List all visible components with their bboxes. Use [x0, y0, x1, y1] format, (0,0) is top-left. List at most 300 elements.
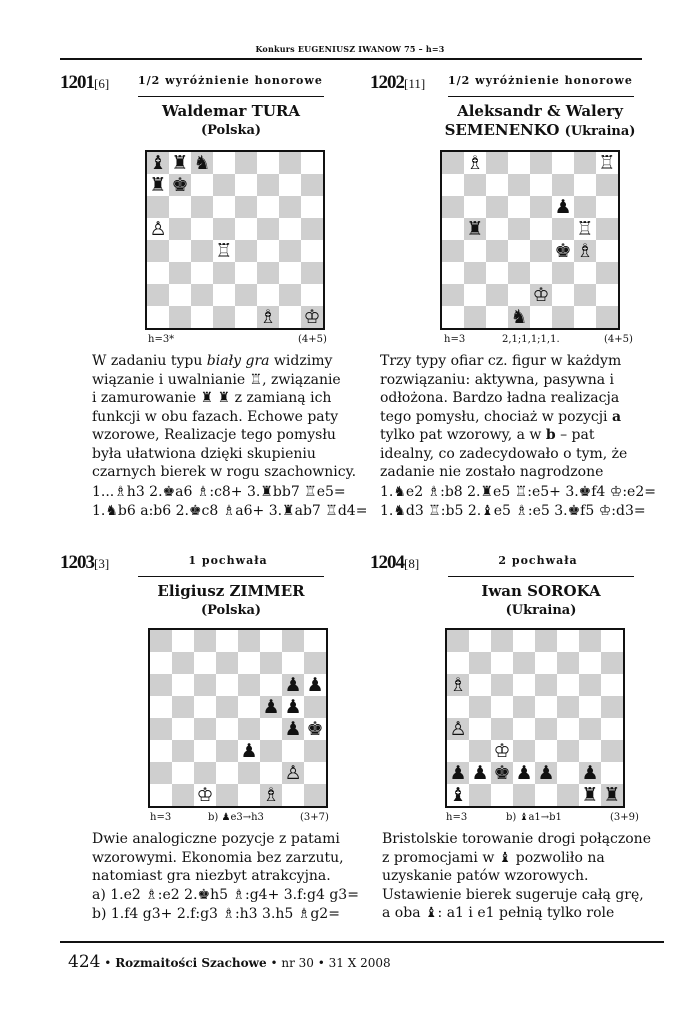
piece-g1: ♜	[581, 783, 599, 806]
square-h1	[304, 784, 326, 806]
square-h7	[301, 174, 323, 196]
square-d4	[213, 240, 235, 262]
piece-d1: ♞	[510, 305, 528, 328]
square-g6	[574, 196, 596, 218]
square-c8	[191, 152, 213, 174]
square-d2	[216, 762, 238, 784]
square-e3	[238, 740, 260, 762]
square-e7	[238, 652, 260, 674]
square-e4	[535, 718, 557, 740]
square-f7	[260, 652, 282, 674]
square-h8	[304, 630, 326, 652]
chessboard-1202	[440, 150, 620, 330]
separator: •	[104, 956, 112, 970]
page-number: 424	[68, 952, 101, 972]
square-e8	[530, 152, 552, 174]
square-c5	[191, 218, 213, 240]
square-h1	[301, 306, 323, 328]
twin-label: b) ♝a1→b1	[506, 812, 562, 823]
square-g7	[279, 174, 301, 196]
separator: •	[270, 956, 278, 970]
square-d5	[508, 218, 530, 240]
square-b6	[169, 196, 191, 218]
award-rule	[138, 576, 324, 577]
square-h6	[301, 196, 323, 218]
piece-h4: ♚	[306, 717, 324, 740]
square-c7	[194, 652, 216, 674]
text-line: Trzy typy ofiar cz. figur w każdym	[380, 353, 622, 369]
piece-a7: ♜	[149, 173, 167, 196]
piece-d2: ♟	[515, 761, 533, 784]
square-e7	[530, 174, 552, 196]
square-b3	[172, 740, 194, 762]
square-f1	[557, 784, 579, 806]
square-h4	[304, 718, 326, 740]
chessboard-1203	[148, 628, 328, 808]
square-c7	[191, 174, 213, 196]
square-d3	[213, 262, 235, 284]
square-e2	[238, 762, 260, 784]
square-h5	[301, 218, 323, 240]
award-label: 1 pochwała	[188, 554, 268, 567]
square-a4	[447, 718, 469, 740]
piece-e3: ♟	[240, 739, 258, 762]
twin-label: b) ♟e3→h3	[208, 812, 264, 823]
square-g2	[279, 284, 301, 306]
piece-g4: ♗	[576, 239, 594, 262]
square-d3	[216, 740, 238, 762]
square-c4	[194, 718, 216, 740]
piece-f5: ♟	[262, 695, 280, 718]
author: Eligiusz ZIMMER (Polska)	[157, 582, 305, 618]
square-d6	[508, 196, 530, 218]
square-g8	[579, 630, 601, 652]
square-f2	[257, 284, 279, 306]
square-f2	[552, 284, 574, 306]
square-c2	[191, 284, 213, 306]
square-g7	[579, 652, 601, 674]
square-e7	[535, 652, 557, 674]
square-d8	[508, 152, 530, 174]
comment-1203	[92, 830, 374, 886]
square-b5	[469, 696, 491, 718]
piece-d4: ♖	[215, 239, 233, 262]
piece-count: (3+7)	[300, 812, 329, 823]
square-b8	[469, 630, 491, 652]
square-g7	[282, 652, 304, 674]
square-h7	[304, 652, 326, 674]
square-e4	[238, 718, 260, 740]
square-e5	[535, 696, 557, 718]
text-line: wzorowe, Realizacje tego pomysłu	[92, 427, 336, 443]
square-e8	[235, 152, 257, 174]
square-c8	[486, 152, 508, 174]
square-e4	[235, 240, 257, 262]
square-e6	[530, 196, 552, 218]
square-d8	[513, 630, 535, 652]
square-f5	[552, 218, 574, 240]
piece-a6: ♗	[449, 673, 467, 696]
square-f1	[257, 306, 279, 328]
piece-a2: ♟	[449, 761, 467, 784]
square-h7	[601, 652, 623, 674]
piece-g6: ♟	[284, 673, 302, 696]
square-g8	[279, 152, 301, 174]
square-a3	[447, 740, 469, 762]
square-b8	[172, 630, 194, 652]
square-d3	[508, 262, 530, 284]
square-c8	[491, 630, 513, 652]
square-h7	[596, 174, 618, 196]
square-d4	[508, 240, 530, 262]
header-rule	[60, 58, 642, 60]
square-g1	[282, 784, 304, 806]
square-a5	[150, 696, 172, 718]
chessboard-1201	[145, 150, 325, 330]
square-c5	[194, 696, 216, 718]
square-c1	[194, 784, 216, 806]
text-line: natomiast gra niezbyt atrakcyjna.	[92, 868, 331, 884]
square-a4	[147, 240, 169, 262]
square-a8	[147, 152, 169, 174]
issue-number: nr 30	[281, 956, 314, 970]
piece-h1: ♜	[603, 783, 621, 806]
square-b6	[172, 674, 194, 696]
square-f4	[557, 718, 579, 740]
square-h6	[601, 674, 623, 696]
square-f6	[260, 674, 282, 696]
square-f7	[557, 652, 579, 674]
square-g5	[282, 696, 304, 718]
square-a6	[442, 196, 464, 218]
square-f1	[260, 784, 282, 806]
solution-line: 1...♗h3 2.♚a6 ♗:c8+ 3.♜bb7 ♖e5=	[92, 484, 346, 500]
square-b6	[469, 674, 491, 696]
square-h2	[304, 762, 326, 784]
square-f3	[552, 262, 574, 284]
square-e5	[238, 696, 260, 718]
solution-line: 1.♞d3 ♖:b5 2.♝e5 ♗:e5 3.♚f5 ♔:d3=	[380, 502, 646, 519]
square-e7	[235, 174, 257, 196]
square-b1	[469, 784, 491, 806]
stipulation: h=3	[150, 812, 172, 823]
piece-a4: ♙	[449, 717, 467, 740]
square-b3	[469, 740, 491, 762]
square-f7	[552, 174, 574, 196]
square-e4	[530, 240, 552, 262]
text-line: odłożona. Bardzo ładna realizacja	[380, 390, 620, 406]
piece-h1: ♔	[303, 305, 321, 328]
square-b8	[169, 152, 191, 174]
square-h4	[601, 718, 623, 740]
running-header: Konkurs EUGENIUSZ IWANOW 75 – h=3	[255, 44, 445, 54]
problem-number: 1204[8]	[370, 552, 420, 573]
author: Aleksandr & Walery SEMENENKO (Ukraina)	[444, 102, 636, 139]
square-h3	[596, 262, 618, 284]
square-b2	[169, 284, 191, 306]
square-e1	[235, 306, 257, 328]
text-line: rozwiązaniu: aktywna, pasywna i	[380, 371, 614, 388]
square-e6	[238, 674, 260, 696]
square-e5	[530, 218, 552, 240]
piece-c8: ♞	[193, 151, 211, 174]
text-line: i zamurowanie ♜ ♜ z zamianą ich	[92, 390, 332, 406]
issue-date: 31 X 2008	[328, 956, 391, 970]
square-f8	[257, 152, 279, 174]
square-f2	[260, 762, 282, 784]
square-c1	[491, 784, 513, 806]
stipulation: h=3	[446, 812, 468, 823]
chessboard-1204	[445, 628, 625, 808]
square-d8	[216, 630, 238, 652]
text-line: wiązanie i uwalnianie ♖, związanie	[92, 371, 341, 388]
text-line: tylko pat wzorowy, a w b – pat	[380, 427, 595, 443]
square-a7	[442, 174, 464, 196]
text-line: wzorowymi. Ekonomia bez zarzutu,	[92, 849, 344, 866]
square-e8	[238, 630, 260, 652]
text-line: zadanie nie zostało nagrodzone	[380, 464, 604, 480]
square-f5	[557, 696, 579, 718]
square-e5	[235, 218, 257, 240]
square-c1	[486, 306, 508, 328]
text-line: funkcji w obu fazach. Echowe paty	[92, 408, 339, 425]
square-f3	[260, 740, 282, 762]
award-rule	[138, 96, 324, 97]
square-f6	[257, 196, 279, 218]
square-d5	[213, 218, 235, 240]
square-d7	[508, 174, 530, 196]
square-b1	[169, 306, 191, 328]
solution-1201	[92, 483, 367, 520]
square-e2	[530, 284, 552, 306]
square-h8	[596, 152, 618, 174]
square-g1	[579, 784, 601, 806]
text-line: uzyskanie patów wzorowych.	[382, 868, 589, 884]
text-line: Dwie analogiczne pozycje z patami	[92, 831, 340, 847]
square-c3	[194, 740, 216, 762]
square-c2	[194, 762, 216, 784]
square-d1	[508, 306, 530, 328]
square-f6	[552, 196, 574, 218]
comment-1202	[380, 352, 662, 482]
piece-e2: ♟	[537, 761, 555, 784]
square-a2	[442, 284, 464, 306]
square-c2	[486, 284, 508, 306]
square-c5	[486, 218, 508, 240]
piece-e2: ♔	[532, 283, 550, 306]
square-h6	[596, 196, 618, 218]
square-a2	[150, 762, 172, 784]
square-a3	[147, 262, 169, 284]
square-f4	[552, 240, 574, 262]
square-f4	[260, 718, 282, 740]
square-g6	[279, 196, 301, 218]
square-a2	[147, 284, 169, 306]
square-f3	[557, 740, 579, 762]
square-b2	[469, 762, 491, 784]
square-g2	[574, 284, 596, 306]
journal-name: Rozmaitości Szachowe	[115, 956, 267, 970]
square-a4	[442, 240, 464, 262]
piece-c2: ♚	[493, 761, 511, 784]
piece-b2: ♟	[471, 761, 489, 784]
square-b3	[169, 262, 191, 284]
square-d4	[216, 718, 238, 740]
author: Iwan SOROKA (Ukraina)	[481, 582, 601, 618]
square-a3	[442, 262, 464, 284]
piece-b8: ♜	[171, 151, 189, 174]
square-g1	[574, 306, 596, 328]
square-h8	[301, 152, 323, 174]
square-f8	[557, 630, 579, 652]
square-g5	[279, 218, 301, 240]
square-b7	[464, 174, 486, 196]
solution-line: a) 1.e2 ♗:e2 2.♚h5 ♗:g4+ 3.f:g4 g3=	[92, 887, 359, 903]
award-label: 2 pochwała	[498, 554, 578, 567]
piece-a1: ♝	[449, 783, 467, 806]
square-f6	[557, 674, 579, 696]
square-c5	[491, 696, 513, 718]
square-d4	[513, 718, 535, 740]
square-e8	[535, 630, 557, 652]
square-b4	[172, 718, 194, 740]
square-a8	[150, 630, 172, 652]
square-a8	[442, 152, 464, 174]
piece-h8: ♖	[598, 151, 616, 174]
square-c7	[486, 174, 508, 196]
square-h1	[596, 306, 618, 328]
square-e3	[235, 262, 257, 284]
square-b5	[464, 218, 486, 240]
square-d2	[213, 284, 235, 306]
award-label: 1/2 wyróżnienie honorowe	[448, 74, 633, 87]
square-b5	[172, 696, 194, 718]
square-h5	[304, 696, 326, 718]
square-f5	[257, 218, 279, 240]
square-b4	[169, 240, 191, 262]
square-d7	[216, 652, 238, 674]
square-a8	[447, 630, 469, 652]
square-c3	[191, 262, 213, 284]
square-h2	[301, 284, 323, 306]
text-line: Bristolskie torowanie drogi połączone	[382, 831, 651, 847]
square-g3	[579, 740, 601, 762]
square-d1	[213, 306, 235, 328]
award-label: 1/2 wyróżnienie honorowe	[138, 74, 323, 87]
square-g5	[579, 696, 601, 718]
square-c6	[194, 674, 216, 696]
square-g3	[279, 262, 301, 284]
text-line: była ułatwiona dzięki skupieniu	[92, 445, 316, 462]
square-f4	[257, 240, 279, 262]
square-h3	[601, 740, 623, 762]
problem-number: 1202[11]	[370, 72, 426, 93]
square-b1	[172, 784, 194, 806]
square-e6	[235, 196, 257, 218]
square-h2	[601, 762, 623, 784]
solution-line: b) 1.f4 g3+ 2.f:g3 ♗:h3 3.h5 ♗g2=	[92, 905, 340, 922]
text-line: Ustawienie bierek sugeruje całą grę,	[382, 886, 644, 903]
square-a7	[150, 652, 172, 674]
square-c7	[491, 652, 513, 674]
square-e2	[535, 762, 557, 784]
square-f1	[552, 306, 574, 328]
solution-line: 1.♞b6 a:b6 2.♚c8 ♗a6+ 3.♜ab7 ♖d4=	[92, 502, 368, 519]
solution-1203	[92, 886, 359, 923]
author: Waldemar TURA (Polska)	[161, 102, 301, 138]
text-line: idealny, co zadecydowało o tym, że	[380, 445, 628, 462]
text-line: a oba ♝: a1 i e1 pełnią tylko role	[382, 905, 615, 921]
square-a5	[442, 218, 464, 240]
problem-number: 1203[3]	[60, 552, 110, 573]
square-b5	[169, 218, 191, 240]
square-h8	[601, 630, 623, 652]
piece-count: (4+5)	[298, 334, 327, 345]
square-a2	[447, 762, 469, 784]
square-g6	[579, 674, 601, 696]
square-e3	[530, 262, 552, 284]
square-c6	[491, 674, 513, 696]
square-b8	[464, 152, 486, 174]
square-f7	[257, 174, 279, 196]
piece-g5: ♟	[284, 695, 302, 718]
square-d2	[508, 284, 530, 306]
square-a5	[447, 696, 469, 718]
award-rule	[448, 576, 634, 577]
piece-h6: ♟	[306, 673, 324, 696]
square-g4	[574, 240, 596, 262]
stipulation: h=3*	[148, 334, 175, 345]
square-a3	[150, 740, 172, 762]
square-a6	[147, 196, 169, 218]
square-d7	[513, 652, 535, 674]
square-c3	[491, 740, 513, 762]
square-c8	[194, 630, 216, 652]
piece-b8: ♗	[466, 151, 484, 174]
piece-b7: ♚	[171, 173, 189, 196]
footer-rule	[60, 941, 664, 943]
square-a5	[147, 218, 169, 240]
square-a6	[150, 674, 172, 696]
square-d5	[216, 696, 238, 718]
square-c4	[191, 240, 213, 262]
piece-f4: ♚	[554, 239, 572, 262]
piece-b5: ♜	[466, 217, 484, 240]
square-f8	[260, 630, 282, 652]
solution-structure: 2,1;1,1;1,1.	[502, 334, 560, 345]
square-d8	[213, 152, 235, 174]
piece-g4: ♟	[284, 717, 302, 740]
square-b4	[469, 718, 491, 740]
square-e1	[238, 784, 260, 806]
square-b3	[464, 262, 486, 284]
square-a1	[447, 784, 469, 806]
square-b2	[464, 284, 486, 306]
square-a6	[447, 674, 469, 696]
square-d2	[513, 762, 535, 784]
stipulation: h=3	[444, 334, 466, 345]
square-e1	[530, 306, 552, 328]
square-g4	[282, 718, 304, 740]
square-h6	[304, 674, 326, 696]
square-a7	[147, 174, 169, 196]
piece-c1: ♔	[196, 783, 214, 806]
solution-1202	[380, 483, 656, 520]
square-h2	[596, 284, 618, 306]
square-g1	[279, 306, 301, 328]
square-e1	[535, 784, 557, 806]
square-g2	[282, 762, 304, 784]
